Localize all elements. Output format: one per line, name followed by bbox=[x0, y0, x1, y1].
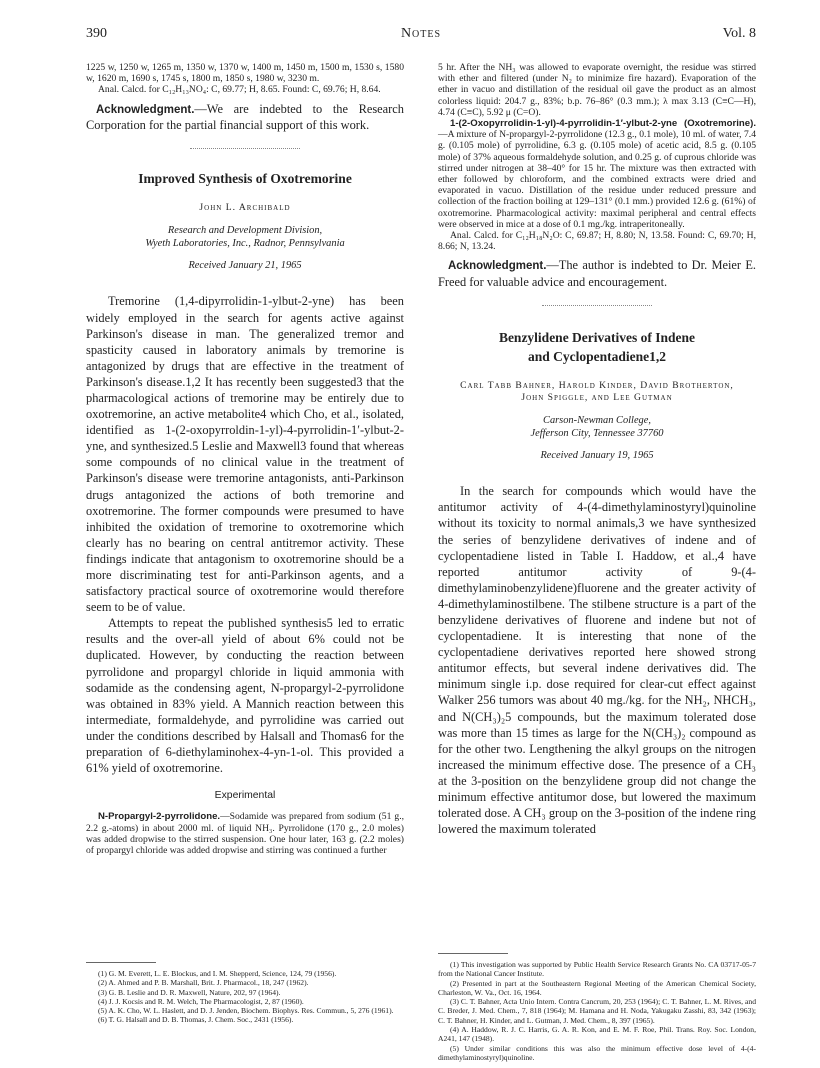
acknowledgment bbox=[438, 258, 756, 291]
received-date: Received January 21, 1965 bbox=[188, 260, 302, 272]
experimental-heading: Experimental bbox=[214, 790, 276, 802]
authors-line-1: Carl Tabb Bahner, Harold Kinder, David Brotherton, bbox=[460, 380, 734, 392]
section-divider bbox=[190, 148, 300, 149]
affiliation-line-2: Wyeth Laboratories, Inc., Radnor, Pennsylvania bbox=[145, 238, 345, 250]
running-header bbox=[86, 26, 756, 46]
body-paragraph: In the search for compounds which would have the antitumor activity of 4-(4-dimethylaminostyryl)quinoline without its toxicity to normal animals,3 we have synthesized the series of benzylidene derivatives of indene and of cyclopentadiene listed in Table I. Haddow, et al.,4 have reported antitumor activity of 9-(4-dimethylaminobenzylidene)fluorene and the greater activity of 4-dimethylaminostilbene. The stilbene structure is a part of the benzylidene derivatives of fluorene and indene but not of cyclopentadiene. It is interesting that none of the cyclopentadiene derivatives reported here showed strong antitumor effects, but several indene derivatives did. The minimum single i.p. dose required for clear-cut effect against Walker 256 tumors was about 40 mg./kg. for the NH₂, NHCH₃, and N(CH₃)₂5 compounds, but the maximum tolerated dose was more than 15 times as large for the N(CH₃)₂ compound as for the other two. Lengthening the alkyl groups on the nitrogen increased the minimum effective dose. The presence of a CH₃ at the 3-position on the benzylidene group did not change the minimum effective antitumor dose, but lowered the maximum tolerated dose. A CH₃ group on the 3-position of the indene ring lowered the maximum tolerated bbox=[438, 484, 756, 837]
body-paragraph: Attempts to repeat the published synthesis5 led to erratic results and the over-all yield of about 6% could not be duplicated. However, by conducting the reaction between pyrrolidone and propargyl chloride in liquid ammonia with sodamide as the condensing agent, N-propargyl-2-pyrrolidone was obtained in 83% yield. A Mannich reaction between this intermediate, formaldehyde, and pyrrolidine was carried out under the conditions described by Halsall and Thomas6 for the preparation of 6-diethylaminohex-4-yn-1-ol. This provided a 61% yield of oxotremorine. bbox=[86, 616, 404, 776]
footnote: (4) A. Haddow, R. J. C. Harris, G. A. R. Kon, and E. M. F. Roe, Phil. Trans. Roy. Soc. London, A241, 147 (1948). bbox=[438, 1025, 756, 1044]
article-title bbox=[438, 328, 756, 366]
footnote: (5) A. K. Cho, W. L. Haslett, and D. J. Jenden, Biochem. Biophys. Res. Commun., 5, 276 (1961). bbox=[98, 1006, 394, 1016]
article-title-line-2: and Cyclopentadiene1,2 bbox=[527, 349, 666, 365]
footnote: (3) C. T. Bahner, Acta Unio Intern. Contra Cancrum, 20, 253 (1964); C. T. Bahner, L. M. Rives, and C. Breder, J. Med. Chem., 7, 818 (1964); M. Hamana and H. Noda, Yakugaku Zasshi, 83, 342 (1963); C. T. Bahner, H. Kinder, and L. Gutman, J. Med. Chem., 8, 397 (1965). bbox=[438, 997, 756, 1025]
footnote: (2) Presented in part at the Southeastern Regional Meeting of the American Chemical Society, Charleston, W. Va., Oct. 16, 1964. bbox=[438, 978, 756, 997]
footnote-rule bbox=[438, 953, 508, 954]
running-title: Notes bbox=[400, 26, 442, 41]
article-authors bbox=[438, 380, 756, 404]
received-date: Received January 19, 1965 bbox=[540, 450, 654, 462]
compound-subheading: 1-(2-Oxopyrrolidin-1-yl)-4-pyrrolidin-1′-ylbut-2-yne (Oxotremorine). bbox=[450, 118, 756, 130]
experimental-continuation: 5 hr. After the NH₃ was allowed to evaporate overnight, the residue was stirred with ether and filtered (under N₂ to minimize fire hazard). Evaporation of the ether in vacuo and distillation of the residual oil gave the product as an almost colorless liquid: 204.7 g., 83%; b.p. 76–86° (0.3 mm.); λ max 3.13 (C≡C—H), 4.74 (C≡C), 5.92 μ (C=O). bbox=[438, 62, 756, 118]
footnotes-left bbox=[86, 962, 404, 1025]
volume-label: Vol. 8 bbox=[722, 26, 756, 41]
elemental-analysis: Anal. Calcd. for C₁₂H₁₈N₂O: C, 69.87; H, 8.80; N, 13.58. Found: C, 69.70; H, 8.66; N, 13.24. bbox=[438, 230, 756, 253]
footnote: (2) A. Ahmed and P. B. Marshall, Brit. J. Pharmacol., 18, 247 (1962). bbox=[98, 978, 309, 988]
acknowledgment-label: Acknowledgment. bbox=[448, 260, 547, 273]
footnote: (1) This investigation was supported by Public Health Service Research Grants No. CA 03717-05-7 from the National Cancer Institute. bbox=[438, 960, 756, 979]
footnote: (1) G. M. Everett, L. E. Blockus, and I. M. Shepperd, Science, 124, 79 (1956). bbox=[98, 969, 337, 978]
footnote: (4) J. J. Kocsis and R. M. Welch, The Pharmacologist, 2, 87 (1960). bbox=[98, 996, 304, 1006]
left-column bbox=[86, 62, 404, 856]
article-author: John L. Archibald bbox=[199, 202, 291, 214]
experimental-paragraph bbox=[438, 118, 756, 230]
affiliation-line-2: Jefferson City, Tennessee 37760 bbox=[530, 428, 664, 440]
footnote: (3) G. B. Leslie and D. R. Maxwell, Nature, 202, 97 (1964). bbox=[98, 987, 281, 997]
affiliation-line-1: Carson-Newman College, bbox=[543, 415, 651, 427]
affiliation bbox=[438, 414, 756, 440]
page-number: 390 bbox=[86, 26, 107, 41]
elemental-analysis: Anal. Calcd. for C₁₂H₁₃NO₄: C, 69.77; H, 8.65. Found: C, 69.76; H, 8.64. bbox=[98, 84, 381, 96]
right-column bbox=[438, 62, 756, 837]
acknowledgment-text: —We are indebted to the Research Corporation for the partial financial support of this work. bbox=[86, 101, 404, 133]
article-title: Improved Synthesis of Oxotremorine bbox=[138, 171, 352, 187]
affiliation bbox=[86, 224, 404, 250]
footnote: (5) Under similar conditions this was also the minimum effective dose level of 4-(4-dimethylaminostyryl)quinoline. bbox=[438, 1043, 756, 1062]
footnotes-right bbox=[438, 953, 756, 1062]
experimental-paragraph bbox=[86, 811, 404, 856]
authors-line-2: John Spiggle, and Lee Gutman bbox=[521, 392, 673, 404]
body-paragraph: Tremorine (1,4-dipyrrolidin-1-ylbut-2-yne) has been widely employed in the search for agents active against Parkinson's disease in man. The generalized tremor and spasticity caused in laboratory animals by tremorine is antagonized by drugs that are effective in the treatment of Parkinson's disease.1,2 It has recently been suggested3 that the pharmacological actions of tremorine may be entirely due to oxotremorine, an active metabolite4 which Cho, et al., isolated, identified as 1-(2-oxopyrroldin-1-yl)-4-pyrrolidin-1′-ylbut-2-yne, and synthesized.5 Leslie and Maxwell3 found that whereas some compounds of no clinical value in the treatment of Parkinson's disease were tremorine antagonists, anti-Parkinson drugs antagonized the actions of both tremorine and oxotremorine. The former compounds were presumed to have inhibited the oxidation of tremorine to oxotremorine which clearly has no bearing on central antitremor activity. These findings indicate that antagonism to oxotremorine should be a more discriminating test for anti-Parkinson agents, and a satisfactory practical source of oxotremorine would therefore seem to be of value. bbox=[86, 294, 404, 615]
experimental-text: —Sodamide was prepared from sodium (51 g., 2.2 g.-atoms) in about 2000 ml. of liquid NH₃. Pyrrolidone (170 g., 2.0 moles) was added dropwise to the stirred suspension. One hour later, 163 g. (2.2 moles) of propargyl chloride was added dropwise and stirring was continued a further bbox=[86, 811, 404, 857]
section-divider bbox=[542, 305, 652, 306]
experimental-text: —A mixture of N-propargyl-2-pyrrolidone (12.3 g., 0.1 mole), 10 ml. of water, 7.4 g. (0.105 mole) of pyrrolidine, 6.3 g. (0.105 mole) of acetic acid, 8.5 g. (0.105 mole) of 37% aqueous formaldehyde solution, and 0.25 g. of cuprous chloride was stirred under nitrogen at 38–40° for 15 hr. The mixture was then extracted with ether followed by chloroform, and the combined extracts were dried and evaporated in vacuo. Distillation of the residue under reduced pressure and collection of the fraction boiling at 129–131° (0.1 mm.) provided 12.6 g. (61%) of oxotremorine. Pharmacological activity: maximal peripheral and central effects were observed in mice at a dose of 0.1 mg./kg. intraperitoneally. bbox=[438, 129, 756, 230]
acknowledgment-label: Acknowledgment. bbox=[96, 103, 195, 116]
ir-data-continuation: 1225 w, 1250 w, 1265 m, 1350 w, 1370 w, 1400 m, 1450 m, 1500 m, 1530 s, 1580 w, 1620 m, 1690 s, 1745 s, 1800 m, 1850 s, 1980 w, 3230 m. bbox=[86, 62, 404, 85]
acknowledgment-text: —The author is indebted to Dr. Meier E. Freed for valuable advice and encouragement. bbox=[438, 258, 756, 290]
footnote: (6) T. G. Halsall and D. B. Thomas, J. Chem. Soc., 2431 (1956). bbox=[98, 1015, 294, 1025]
acknowledgment bbox=[86, 102, 404, 135]
affiliation-line-1: Research and Development Division, bbox=[167, 225, 323, 237]
article-title-line-1: Benzylidene Derivatives of Indene bbox=[498, 330, 696, 346]
compound-subheading: N-Propargyl-2-pyrrolidone. bbox=[98, 811, 221, 823]
footnote-rule bbox=[86, 962, 156, 963]
